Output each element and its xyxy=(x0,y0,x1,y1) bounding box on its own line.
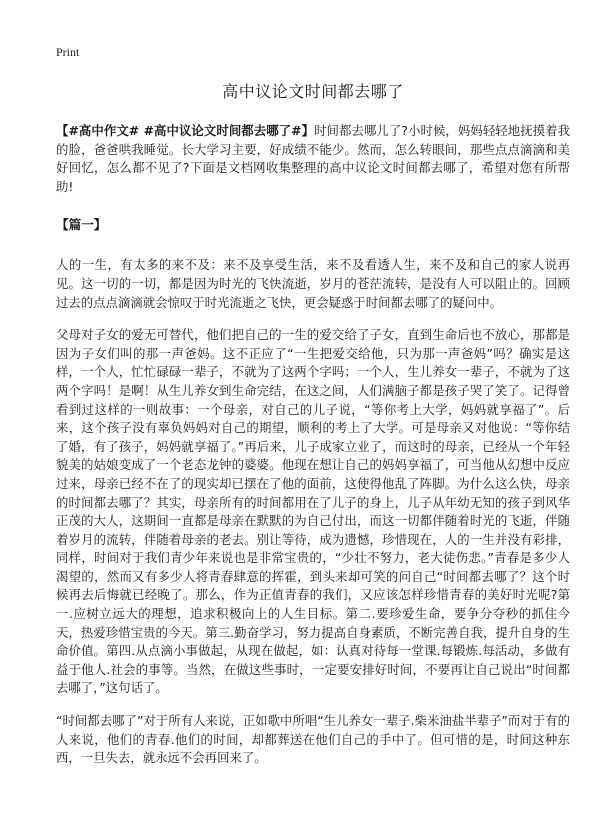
intro-paragraph xyxy=(56,122,570,196)
document-title: 高中议论文时间都去哪了 xyxy=(222,82,404,101)
body-paragraph-3: “时间都去哪了”对于所有人来说，正如歌中所唱“生儿养女一辈子.柴米油盐半辈子”而对于有的人来说，他们的青春.他们的时间，却都葬送在他们自己的手中了。但可惜的是，时间这种东西，一旦失去，就永远不会再回来了。 xyxy=(56,713,570,766)
section-heading: 【篇一】 xyxy=(56,217,107,233)
intro-tag: 【#高中作文# #高中议论文时间都去哪了#】 xyxy=(56,123,315,138)
body-paragraph-1: 人的一生，有太多的来不及：来不及享受生活，来不及看透人生，来不及和自己的家人说再见。这一切的一切，都是因为时光的飞快流逝，岁月的苍茫流转，是没有人可以阻止的。回顾过去的点点滴滴就会惊叹于时光流逝之飞快，更会疑惑于时间都去哪了的疑问中。 xyxy=(56,257,570,310)
print-link[interactable]: Print xyxy=(56,45,80,59)
body-paragraph-2: 父母对子女的爱无可替代，他们把自己的一生的爱交给了子女，直到生命后也不放心，那都是因为子女们叫的那一声爸妈。这不正应了“一生把爱交给他，只为那一声爸妈”吗？确实是这样，一个人，忙忙碌碌一辈子，不就为了这两个字吗；一个人，生儿养女一辈子，不就为了这两个字吗！是啊！从生儿养女到生命完结，在这之间，人们满脑子都是孩子哭了笑了。记得曾看到过这样的一则故事：一个母亲，对自己的儿子说，“等你考上大学，妈妈就享福了”。后来，这个孩子没有辜负妈妈对自己的期望，顺利的考上了大学。可是母亲又对他说：“等你结了婚，有了孩子，妈妈就享福了。”再后来，儿子成家立业了，而这时的母亲，已经从一个年轻貌美的姑娘变成了一个老态龙钟的婆婆。他现在想让自己的妈妈享福了，可当他从幻想中反应过来，母亲已经不在了的现实却已摆在了他的面前，这使得他乱了阵脚。为什么这么快，母亲的时间都去哪了？其实，母亲所有的时间都用在了儿子的身上，儿子从年幼无知的孩子到风华正茂的大人，这期间一直都是母亲在默默的为自己付出，而这一切都伴随着时光的飞逝，伴随着岁月的流转，伴随着母亲的老去。别让等待，成为遗憾，珍惜现在，人的一生并没有彩排，同样，时间对于我们青少年来说也是非常宝贵的，“少壮不努力，老大徒伤悲。”青春是多少人渴望的，然而又有多少人将青春肆意的挥霍，到头来却可笑的问自己“时间都去哪了？这个时候再去后悔就已经晚了。那么，作为正值青春的我们，又应该怎样珍惜青春的美好时光呢?第一.应树立远大的理想，追求积极向上的人生目标。第二.要珍爱生命，要争分夺秒的抓住今天，热爱珍惜宝贵的今天。第三.勤奋学习，努力提高自身素质，不断完善自我，提升自身的生命价值。第四.从点滴小事做起，从现在做起，如：认真对待每一堂课.每锻炼.每活动，多做有益于他人.社会的事等。当然，在做这些事时，一定要安排好时间，不要再让自己说出“时间都去哪了，”这句话了。 xyxy=(56,327,570,696)
intro-text: 时间都去哪儿了?小时候，妈妈轻轻地抚摸着我的脸，爸爸哄我睡觉。长大学习主要，好成绩不能少。然而，怎么转眼间，那些点点滴滴和美好回忆，怎么都不见了?下面是文档网收集整理的高中议论文时间都去哪了，希望对您有所帮助! xyxy=(56,123,571,194)
